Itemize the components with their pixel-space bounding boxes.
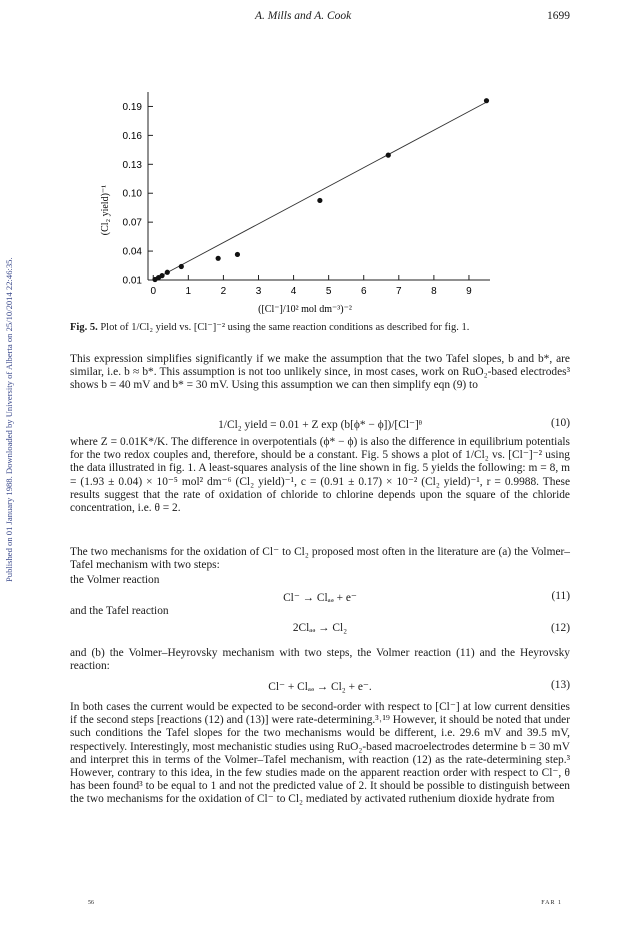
equation-11 (70, 590, 570, 604)
x-tick-label: 2 (220, 286, 227, 297)
equation-13-body: Cl⁻ + Clₐₔ → Cl₂ + e⁻. (268, 681, 372, 693)
volmer-label-line (70, 574, 570, 588)
plot-axes (148, 92, 490, 280)
page-footer (70, 900, 570, 910)
equation-11-number: (11) (551, 590, 570, 602)
fit-line-group (153, 102, 486, 280)
fit-line (153, 102, 486, 280)
equation-10-body: 1/Cl₂ yield = 0.01 + Z exp (b[ϕ* − ϕ])/[Cl⁻]ᶿ (218, 419, 422, 431)
equation-13 (70, 679, 570, 693)
paragraph-1: This expression simplifies significantly if we make the assumption that the two Tafel slopes, b and b*, are similar, i.e. b ≈ b*. This assumption is not too unlikely since, in most cases, work on RuO₂-based electrodes³ shows b = 40 mV and b* = 30 mV. Using this assumption we can then simplify eqn (9) to (70, 353, 570, 392)
data-point (179, 264, 184, 269)
paragraph-2: where Z = 0.01K*/K. The difference in overpotentials (ϕ* − ϕ) is also the difference in equilibrium potentials for the two redox couples and, therefore, should be a constant. Fig. 5 shows a plot of 1/Cl₂ vs. [Cl⁻]⁻² using the data illustrated in fig. 1. A least-squares analysis of the line shown in fig. 5 yields the following: m = 8, m = (1.93 ± 0.04) × 10⁻⁵ mol² dm⁻⁶ (Cl₂ yield)⁻¹, c = (0.91 ± 0.17) × 10⁻² (Cl₂ yield)⁻¹, r = 0.9988. These results suggest that the rate of oxidation of chloride to chlorine depends upon the square of the chloride concentration, i.e. θ = 2. (70, 436, 570, 515)
volmer-label: the Volmer reaction (70, 574, 160, 586)
data-point (386, 153, 391, 158)
running-header-authors: A. Mills and A. Cook (255, 10, 352, 22)
tafel-label: and the Tafel reaction (70, 605, 169, 617)
y-tick-label: 0.04 (122, 246, 142, 258)
x-tick-label: 4 (290, 286, 297, 297)
equation-10-number: (10) (551, 417, 570, 429)
figure-5-chart (70, 80, 500, 320)
page-number: 1699 (547, 10, 570, 22)
x-tick-label: 9 (466, 286, 472, 297)
y-tick-label: 0.10 (122, 188, 142, 200)
x-tick-label: 7 (396, 286, 402, 297)
y-tick-label: 0.19 (122, 101, 142, 113)
equation-10 (70, 417, 570, 431)
y-tick-label: 0.07 (122, 217, 142, 229)
running-header (70, 10, 570, 26)
data-point (484, 98, 489, 103)
footer-right: FAR 1 (541, 900, 562, 906)
y-tick-label: 0.16 (122, 130, 142, 142)
paragraph-5: In both cases the current would be expected to be second-order with respect to [Cl⁻] at low current densities if the second steps [reactions (12) and (13)] were rate-determining.³˒¹⁹ However, it should be noted that under such conditions the Tafel slopes for the two mechanisms would be different, i.e. 29.6 mV and 39.5 mV, respectively. Interestingly, most mechanistic studies using RuO₂-based macroelectrodes determine b = 30 mV and interpret this in terms of the Volmer–Tafel mechanism, with reaction (12) as the rate-determining step.³ However, contrary to this idea, in the few studies made on the apparent reaction order with respect to Cl⁻, θ has been found³ to be equal to 1 and not the predicted value of 2. It should be possible to distinguish between the two mechanisms for the oxidation of Cl⁻ to Cl₂ mediated by activated ruthenium dioxide hydrate from (70, 701, 570, 806)
x-axis-label: ([Cl⁻]/10² mol dm⁻³)⁻² (258, 304, 352, 315)
data-point (165, 270, 170, 275)
footer-left: 56 (88, 900, 94, 906)
equation-13-number: (13) (551, 679, 570, 691)
figure-caption-text: Plot of 1/Cl₂ yield vs. [Cl⁻]⁻² using the same reaction conditions as described for fig. 1. (100, 322, 470, 333)
download-watermark-text: Published on 01 January 1988. Downloaded by University of Alberta on 25/10/2014 22:46:35. (4, 257, 14, 582)
equation-11-body: Cl⁻ → Clₐₔ + e⁻ (283, 592, 357, 604)
x-axis-ticks (150, 275, 472, 297)
paragraph-3: The two mechanisms for the oxidation of Cl⁻ to Cl₂ proposed most often in the literature are (a) the Volmer–Tafel mechanism with two steps: (70, 546, 570, 572)
paragraph-4: and (b) the Volmer–Heyrovsky mechanism with two steps, the Volmer reaction (11) and the Heyrovsky reaction: (70, 647, 570, 673)
equation-12-body: 2Clₐₔ → Cl₂ (292, 622, 348, 634)
data-point (216, 256, 221, 261)
x-tick-label: 1 (185, 286, 192, 297)
x-tick-label: 6 (360, 286, 367, 297)
figure-caption-label: Fig. 5. (70, 322, 98, 333)
equation-12-number: (12) (551, 622, 570, 634)
y-tick-label: 0.13 (122, 159, 142, 171)
equation-12 (70, 622, 570, 636)
y-axis-label: (Cl₂ yield)⁻¹ (100, 184, 111, 236)
x-tick-label: 8 (431, 286, 437, 297)
download-watermark (2, 150, 16, 590)
x-tick-label: 5 (325, 286, 332, 297)
data-point (317, 198, 322, 203)
data-point (235, 252, 240, 257)
y-tick-label: 0.01 (122, 275, 142, 287)
figure-caption (70, 321, 570, 333)
data-point (159, 273, 164, 278)
x-tick-label: 0 (150, 286, 157, 297)
x-tick-label: 3 (255, 286, 262, 297)
tafel-label-line (70, 605, 570, 619)
